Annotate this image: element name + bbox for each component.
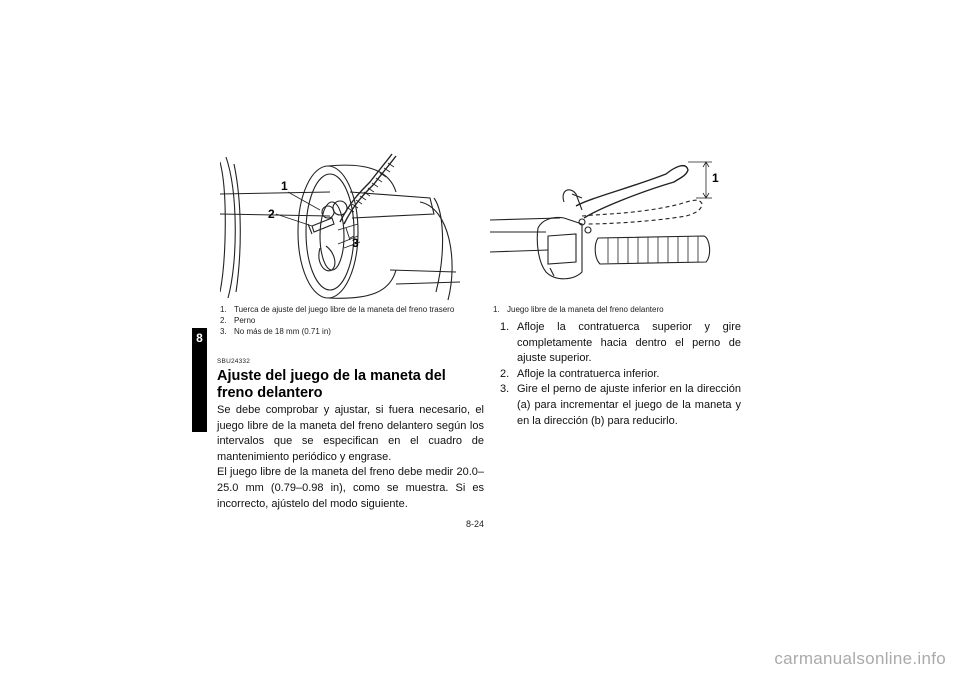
step-item: 3. Gire el perno de ajuste inferior en la dirección (a) para incrementar el juego de la maneta y en la dirección (b) para reducirlo. bbox=[500, 383, 741, 427]
callout-3: 3 bbox=[352, 236, 359, 250]
caption-item: 1. Juego libre de la maneta del freno delantero bbox=[493, 305, 664, 314]
procedure-steps bbox=[493, 320, 741, 429]
step-item: 2. Afloje la contratuerca inferior. bbox=[500, 367, 660, 380]
section-heading: Ajuste del juego de la maneta del freno delantero bbox=[217, 368, 446, 401]
section-tab: 8 bbox=[192, 328, 207, 432]
left-figure-caption bbox=[220, 304, 470, 337]
callout-1: 1 bbox=[712, 171, 719, 185]
callout-1: 1 bbox=[281, 179, 288, 193]
section-code: SBU24332 bbox=[217, 358, 251, 365]
front-brake-lever-figure bbox=[490, 158, 730, 300]
caption-item: 1. Tuerca de ajuste del juego libre de la maneta del freno trasero bbox=[220, 305, 455, 314]
rear-brake-figure bbox=[220, 152, 464, 300]
right-figure-caption bbox=[493, 304, 743, 315]
section-body bbox=[217, 403, 484, 512]
body-paragraph: El juego libre de la maneta del freno debe medir 20.0–25.0 mm (0.79–0.98 in), como se muestra. Si es incorrecto, ajústelo del modo siguiente. bbox=[217, 466, 484, 510]
brake-lever-illustration bbox=[490, 158, 730, 300]
page-number: 8-24 bbox=[466, 519, 485, 529]
step-item: 1. Afloje la contratuerca superior y gire completamente hacia dentro el perno de ajuste superior. bbox=[500, 321, 741, 365]
caption-item: 3. No más de 18 mm (0.71 in) bbox=[220, 327, 331, 336]
body-paragraph: Se debe comprobar y ajustar, si fuera necesario, el juego libre de la maneta del freno delantero según los intervalos que se especifican en el cuadro de mantenimiento periódico y engrase. bbox=[217, 404, 484, 463]
caption-item: 2. Perno bbox=[220, 316, 256, 325]
watermark[interactable]: carmanualsonline.info bbox=[774, 649, 946, 668]
rear-brake-illustration bbox=[220, 152, 464, 300]
callout-2: 2 bbox=[268, 207, 275, 221]
